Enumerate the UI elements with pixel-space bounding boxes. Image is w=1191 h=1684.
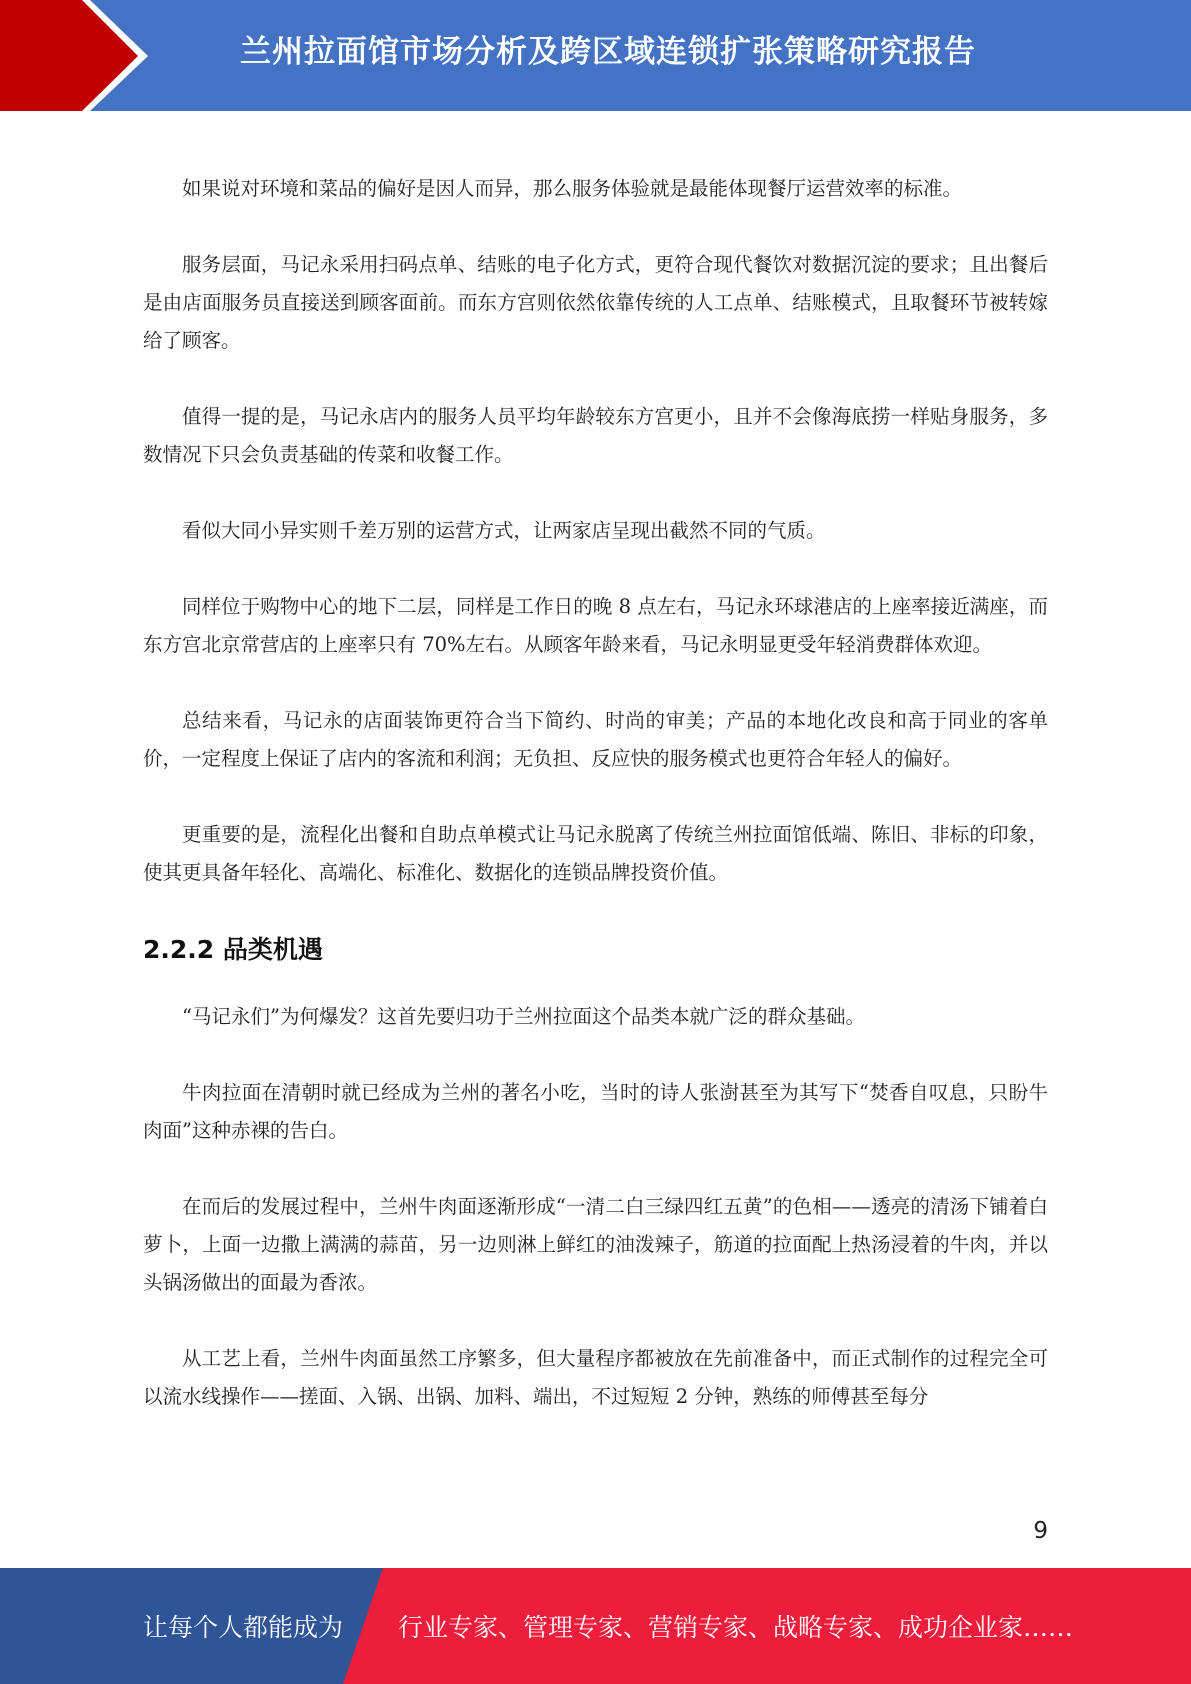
footer-slogan-left: 让每个人都能成为 — [143, 1613, 344, 1642]
paragraph: “马记永们”为何爆发？这首先要归功于兰州拉面这个品类本就广泛的群众基础。 — [182, 1005, 865, 1028]
footer-slogan-right: 行业专家、管理专家、营销专家、战略专家、成功企业家…… — [398, 1613, 1074, 1642]
paragraph: 值得一提的是，马记永店内的服务人员平均年龄较东方宫更小，且并不会像海底捞一样贴身服务，多数情况下只会负责基础的传菜和收餐工作。 — [143, 405, 1048, 466]
paragraph: 看似大同小异实则千差万别的运营方式，让两家店呈现出截然不同的气质。 — [182, 519, 826, 542]
paragraph: 总结来看，马记永的店面装饰更符合当下简约、时尚的审美；产品的本地化改良和高于同业的客单价，一定程度上保证了店内的客流和利润；无负担、反应快的服务模式也更符合年轻人的偏好。 — [143, 709, 1048, 770]
paragraph: 更重要的是，流程化出餐和自助点单模式让马记永脱离了传统兰州拉面馆低端、陈旧、非标的印象，使其更具备年轻化、高端化、标准化、数据化的连锁品牌投资价值。 — [143, 823, 1048, 884]
paragraph: 从工艺上看，兰州牛肉面虽然工序繁多，但大量程序都被放在先前准备中，而正式制作的过程完全可以流水线操作——搓面、入锅、出锅、加料、端出，不过短短 2 分钟，熟练的师傅甚至每分 — [143, 1347, 1048, 1408]
page-number: 9 — [1033, 1518, 1048, 1544]
page-footer — [0, 1568, 1191, 1684]
header-arrow-decoration — [0, 0, 200, 111]
report-title: 兰州拉面馆市场分析及跨区域连锁扩张策略研究报告 — [240, 34, 976, 70]
paragraph: 牛肉拉面在清朝时就已经成为兰州的著名小吃，当时的诗人张澍甚至为其写下“焚香自叹息，只盼牛肉面”这种赤裸的告白。 — [143, 1081, 1048, 1142]
paragraph: 如果说对环境和菜品的偏好是因人而异，那么服务体验就是最能体现餐厅运营效率的标准。 — [182, 177, 963, 200]
page-header — [0, 0, 1191, 111]
paragraph: 同样位于购物中心的地下二层，同样是工作日的晚 8 点左右，马记永环球港店的上座率接近满座，而东方宫北京常营店的上座率只有 70%左右。从顾客年龄来看，马记永明显更受年轻消费群体欢迎。 — [143, 595, 1048, 656]
section-heading: 2.2.2 品类机遇 — [143, 935, 323, 964]
paragraph: 在而后的发展过程中，兰州牛肉面逐渐形成“一清二白三绿四红五黄”的色相——透亮的清汤下铺着白萝卜，上面一边撒上满满的蒜苗，另一边则淋上鲜红的油泼辣子，筋道的拉面配上热汤浸着的牛肉，并以头锅汤做出的面最为香浓。 — [143, 1195, 1048, 1294]
paragraph: 服务层面，马记永采用扫码点单、结账的电子化方式，更符合现代餐饮对数据沉淀的要求；且出餐后是由店面服务员直接送到顾客面前。而东方宫则依然依靠传统的人工点单、结账模式，且取餐环节被转嫁给了顾客。 — [143, 253, 1048, 352]
document-body — [143, 170, 1048, 1454]
